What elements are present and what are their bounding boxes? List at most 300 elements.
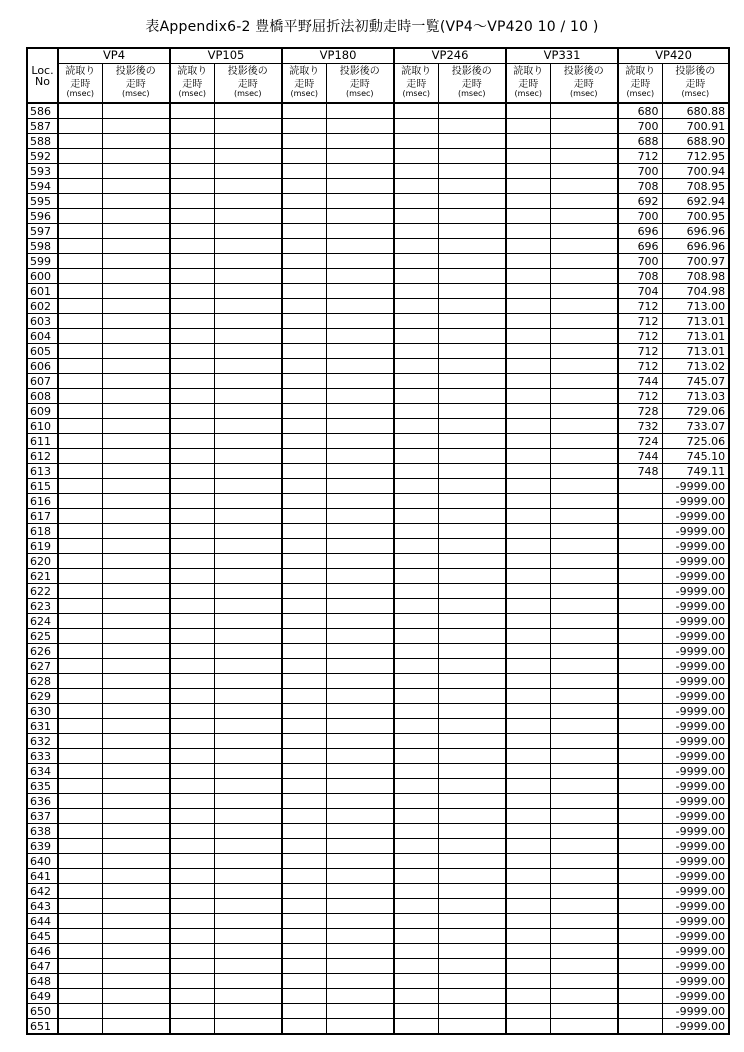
vp4-read-cell [58,674,102,689]
vp4-proj-cell [102,149,170,164]
vp105-proj-cell [214,149,282,164]
vp331-proj-cell [550,599,618,614]
vp420-proj-cell: 713.02 [662,359,729,374]
vp331-read-cell [506,599,550,614]
loc-no-cell: 648 [27,974,58,989]
vp420-proj-cell: 713.01 [662,314,729,329]
vp420-proj-cell: 704.98 [662,284,729,299]
vp105-unit-label: (msec) [170,90,214,103]
vp331-read-cell [506,269,550,284]
vp4-read-cell [58,524,102,539]
vp105-read-cell [170,914,214,929]
loc-no-cell: 645 [27,929,58,944]
vp331-read-cell [506,374,550,389]
vp246-read-cell [394,329,438,344]
vp4-read-cell [58,1019,102,1035]
vp105-proj-cell [214,839,282,854]
vp331-read-cell [506,584,550,599]
vp4-proj-cell [102,809,170,824]
vp4-proj-cell [102,509,170,524]
vp4-read-cell [58,704,102,719]
vp105-proj-cell [214,194,282,209]
vp180-proj-cell [326,749,394,764]
vp105-read-cell [170,539,214,554]
vp4-read-cell [58,464,102,479]
vp105-proj-header-line2: 走時 [214,79,282,90]
vp105-proj-cell [214,854,282,869]
loc-no-cell: 633 [27,749,58,764]
vp105-read-cell [170,569,214,584]
vp246-read-cell [394,344,438,359]
loc-no-cell: 594 [27,179,58,194]
vp420-read-cell [618,764,662,779]
vp331-proj-cell [550,374,618,389]
vp420-proj-cell: -9999.00 [662,479,729,494]
vp331-read-cell [506,689,550,704]
loc-no-cell: 601 [27,284,58,299]
vp4-proj-cell [102,749,170,764]
table-row [27,359,729,374]
vp4-proj-cell [102,569,170,584]
vp331-read-cell [506,494,550,509]
vp4-proj-cell [102,854,170,869]
vp246-proj-cell [438,974,506,989]
vp105-read-cell [170,689,214,704]
vp331-read-cell [506,734,550,749]
loc-no-cell: 586 [27,103,58,119]
vp180-read-cell [282,194,326,209]
vp105-proj-cell [214,344,282,359]
loc-no-cell: 640 [27,854,58,869]
vp105-proj-cell [214,404,282,419]
loc-no-cell: 649 [27,989,58,1004]
vp180-read-cell [282,509,326,524]
vp246-read-cell [394,764,438,779]
table-row [27,704,729,719]
vp4-read-cell [58,809,102,824]
vp420-read-cell [618,839,662,854]
vp4-proj-cell [102,539,170,554]
loc-no-cell: 611 [27,434,58,449]
vp105-read-cell [170,134,214,149]
vp180-read-cell [282,869,326,884]
vp105-proj-cell [214,749,282,764]
vp420-proj-cell: -9999.00 [662,1004,729,1019]
table-row [27,494,729,509]
vp420-read-header-line1: 読取り [618,64,662,80]
vp4-read-cell [58,899,102,914]
table-row [27,869,729,884]
vp331-proj-cell [550,884,618,899]
vp105-read-cell [170,719,214,734]
loc-no-cell: 625 [27,629,58,644]
table-row [27,434,729,449]
vp180-read-cell [282,704,326,719]
table-row [27,839,729,854]
table-row [27,464,729,479]
vp180-proj-cell [326,359,394,374]
vp331-read-cell [506,134,550,149]
vp4-read-cell [58,584,102,599]
vp4-proj-cell [102,704,170,719]
vp246-read-cell [394,719,438,734]
vp4-proj-cell [102,599,170,614]
vp331-read-cell [506,944,550,959]
loc-no-cell: 622 [27,584,58,599]
vp331-read-cell [506,764,550,779]
vp420-read-cell [618,524,662,539]
vp331-read-cell [506,914,550,929]
vp105-proj-cell [214,119,282,134]
vp331-read-cell [506,404,550,419]
vp331-proj-cell [550,209,618,224]
loc-no-cell: 629 [27,689,58,704]
vp180-read-cell [282,569,326,584]
vp246-read-cell [394,539,438,554]
vp4-read-cell [58,749,102,764]
vp4-read-cell [58,374,102,389]
vp246-read-cell [394,449,438,464]
vp105-proj-cell [214,644,282,659]
vp4-read-cell [58,989,102,1004]
vp180-proj-cell [326,404,394,419]
vp246-read-cell [394,824,438,839]
vp331-unit-label: (msec) [506,90,550,103]
vp420-proj-cell: -9999.00 [662,689,729,704]
vp246-read-cell [394,149,438,164]
vp420-read-cell [618,494,662,509]
vp331-proj-cell [550,344,618,359]
vp105-proj-cell [214,389,282,404]
vp420-proj-cell: -9999.00 [662,764,729,779]
vp331-read-cell [506,659,550,674]
vp180-read-cell [282,914,326,929]
vp4-read-cell [58,119,102,134]
vp246-proj-cell [438,659,506,674]
vp331-read-cell [506,869,550,884]
table-row [27,854,729,869]
vp105-read-cell [170,103,214,119]
vp420-proj-cell: 708.98 [662,269,729,284]
vp4-proj-cell [102,674,170,689]
vp180-read-cell [282,944,326,959]
vp246-proj-cell [438,899,506,914]
vp105-read-cell [170,419,214,434]
loc-no-cell: 597 [27,224,58,239]
vp420-read-cell [618,704,662,719]
vp4-proj-cell [102,584,170,599]
vp246-proj-cell [438,103,506,119]
loc-no-cell: 631 [27,719,58,734]
vp180-proj-cell [326,779,394,794]
vp246-read-cell [394,779,438,794]
vp331-proj-cell [550,914,618,929]
vp246-proj-cell [438,389,506,404]
vp420-proj-cell: 708.95 [662,179,729,194]
vp246-read-cell [394,239,438,254]
vp331-proj-cell [550,404,618,419]
vp180-read-cell [282,299,326,314]
vp4-read-cell [58,404,102,419]
vp4-unit-label: (msec) [58,90,102,103]
vp420-read-cell [618,1004,662,1019]
vp420-proj-cell: -9999.00 [662,974,729,989]
table-row [27,179,729,194]
vp420-read-cell [618,659,662,674]
vp105-proj-cell [214,674,282,689]
table-row [27,389,729,404]
vp180-read-cell [282,149,326,164]
vp4-read-cell [58,103,102,119]
page-title: 表Appendix6-2 豊橋平野屈折法初動走時一覧(VP4～VP420 10 / 10 ) [145,19,599,35]
vp246-read-cell [394,1019,438,1035]
vp105-proj-cell [214,1019,282,1035]
vp420-read-cell [618,689,662,704]
vp4-proj-cell [102,1004,170,1019]
table-row [27,749,729,764]
table-row [27,164,729,179]
vp180-proj-cell [326,479,394,494]
vp331-proj-cell [550,449,618,464]
vp105-read-cell [170,464,214,479]
vp331-proj-cell [550,929,618,944]
vp4-read-header-line2: 走時 [58,79,102,90]
vp105-proj-cell [214,734,282,749]
vp180-read-cell [282,449,326,464]
vp246-read-cell [394,584,438,599]
vp420-proj-cell: -9999.00 [662,524,729,539]
vp4-proj-cell [102,614,170,629]
loc-no-cell: 600 [27,269,58,284]
vp246-proj-header-line2: 走時 [438,79,506,90]
vp4-proj-cell [102,944,170,959]
vp180-proj-cell [326,254,394,269]
vp331-read-cell [506,239,550,254]
vp331-read-cell [506,989,550,1004]
vp420-proj-cell: -9999.00 [662,959,729,974]
vp420-read-cell [618,1019,662,1035]
vp180-read-cell [282,899,326,914]
vp180-read-cell [282,239,326,254]
vp180-read-cell [282,764,326,779]
vp420-read-cell [618,734,662,749]
vp180-read-cell [282,359,326,374]
loc-no-cell: 606 [27,359,58,374]
vp105-read-cell [170,749,214,764]
vp246-read-cell [394,494,438,509]
vp246-read-cell [394,254,438,269]
vp420-proj-cell: -9999.00 [662,914,729,929]
vp4-read-cell [58,134,102,149]
vp180-proj-cell [326,179,394,194]
vp105-read-cell [170,164,214,179]
loc-no-cell: 615 [27,479,58,494]
vp105-read-cell [170,674,214,689]
vp420-proj-cell: 680.88 [662,103,729,119]
vp105-proj-cell [214,869,282,884]
vp420-proj-cell: -9999.00 [662,944,729,959]
vp180-proj-cell [326,449,394,464]
table-row [27,794,729,809]
vp4-proj-header-line2: 走時 [102,79,170,90]
vp105-proj-cell [214,689,282,704]
vp180-read-cell [282,734,326,749]
vp331-read-cell [506,1019,550,1035]
vp420-proj-cell: 725.06 [662,434,729,449]
vp246-proj-cell [438,404,506,419]
vp246-proj-cell [438,884,506,899]
vp180-read-cell [282,659,326,674]
vp331-proj-cell [550,1004,618,1019]
vp246-read-cell [394,103,438,119]
vp4-proj-cell [102,524,170,539]
vp180-read-cell [282,539,326,554]
vp420-proj-cell: 733.07 [662,419,729,434]
vp246-proj-cell [438,239,506,254]
vp246-proj-cell [438,224,506,239]
vp105-read-cell [170,629,214,644]
vp246-read-cell [394,119,438,134]
vp331-proj-cell [550,569,618,584]
vp4-proj-cell [102,239,170,254]
vp246-read-cell [394,194,438,209]
vp4-proj-cell [102,419,170,434]
vp4-read-cell [58,269,102,284]
vp180-read-cell [282,254,326,269]
vp246-read-cell [394,359,438,374]
loc-no-cell: 635 [27,779,58,794]
vp180-read-cell [282,389,326,404]
vp246-read-cell [394,314,438,329]
vp331-proj-cell [550,524,618,539]
vp246-proj-cell [438,359,506,374]
vp4-read-cell [58,569,102,584]
vp420-read-cell: 744 [618,449,662,464]
vp246-proj-cell [438,749,506,764]
vp420-proj-cell: 713.01 [662,344,729,359]
vp331-proj-cell [550,509,618,524]
vp4-proj-cell [102,344,170,359]
vp246-read-cell [394,644,438,659]
vp4-read-cell [58,914,102,929]
vp246-read-cell [394,884,438,899]
vp420-read-cell: 748 [618,464,662,479]
table-row [27,989,729,1004]
vp180-proj-header-line1: 投影後の [326,64,394,80]
vp105-proj-cell [214,524,282,539]
table-row [27,509,729,524]
vp331-proj-cell [550,854,618,869]
vp4-read-cell [58,659,102,674]
vp420-proj-cell: -9999.00 [662,869,729,884]
vp246-proj-cell [438,674,506,689]
vp246-read-cell [394,914,438,929]
vp4-read-cell [58,209,102,224]
vp105-proj-cell [214,419,282,434]
vp4-read-cell [58,824,102,839]
vp4-read-cell [58,974,102,989]
vp4-proj-cell [102,689,170,704]
vp246-read-cell [394,944,438,959]
vp180-proj-cell [326,434,394,449]
vp331-proj-cell [550,434,618,449]
vp331-read-cell [506,569,550,584]
vp331-read-cell [506,614,550,629]
vp246-proj-cell [438,449,506,464]
vp105-read-cell [170,824,214,839]
vp246-proj-cell [438,299,506,314]
vp180-read-cell [282,689,326,704]
vp246-read-cell [394,959,438,974]
vp105-proj-cell [214,764,282,779]
vp420-read-cell [618,794,662,809]
vp4-read-cell [58,554,102,569]
vp331-proj-cell [550,284,618,299]
vp420-proj-cell: 749.11 [662,464,729,479]
vp180-proj-cell [326,569,394,584]
vp180-read-cell [282,494,326,509]
vp331-proj-cell [550,629,618,644]
table-row [27,404,729,419]
vp331-read-cell [506,329,550,344]
vp4-read-cell [58,284,102,299]
vp331-proj-cell [550,329,618,344]
vp420-read-cell [618,479,662,494]
vp420-proj-cell: 712.95 [662,149,729,164]
vp420-proj-cell: -9999.00 [662,614,729,629]
vp420-read-cell [618,569,662,584]
table-row [27,1019,729,1035]
vp331-proj-cell [550,464,618,479]
vp331-proj-cell [550,764,618,779]
vp4-proj-cell [102,284,170,299]
vp105-proj-cell [214,629,282,644]
vp246-read-cell [394,869,438,884]
vp246-read-cell [394,569,438,584]
vp420-read-cell: 744 [618,374,662,389]
vp4-read-cell [58,359,102,374]
vp105-proj-cell [214,989,282,1004]
vp4-read-cell [58,434,102,449]
vp331-proj-cell [550,224,618,239]
vp105-read-cell [170,434,214,449]
vp331-proj-cell [550,299,618,314]
loc-no-cell: 642 [27,884,58,899]
vp246-read-cell [394,479,438,494]
vp4-proj-cell [102,329,170,344]
vp331-proj-cell [550,554,618,569]
vp331-proj-header-line1: 投影後の [550,64,618,80]
table-row [27,224,729,239]
vp4-read-cell [58,494,102,509]
vp246-proj-cell [438,254,506,269]
vp180-proj-cell [326,899,394,914]
table-row [27,764,729,779]
vp246-proj-cell [438,344,506,359]
vp180-read-cell [282,1019,326,1035]
loc-no-cell: 644 [27,914,58,929]
vp4-read-cell [58,329,102,344]
vp246-read-cell [394,284,438,299]
vp420-read-cell [618,974,662,989]
vp180-proj-cell [326,224,394,239]
vp4-proj-cell [102,404,170,419]
table-row [27,119,729,134]
vp4-read-cell [58,614,102,629]
vp4-read-cell [58,224,102,239]
vp331-proj-cell [550,659,618,674]
vp246-read-cell [394,614,438,629]
